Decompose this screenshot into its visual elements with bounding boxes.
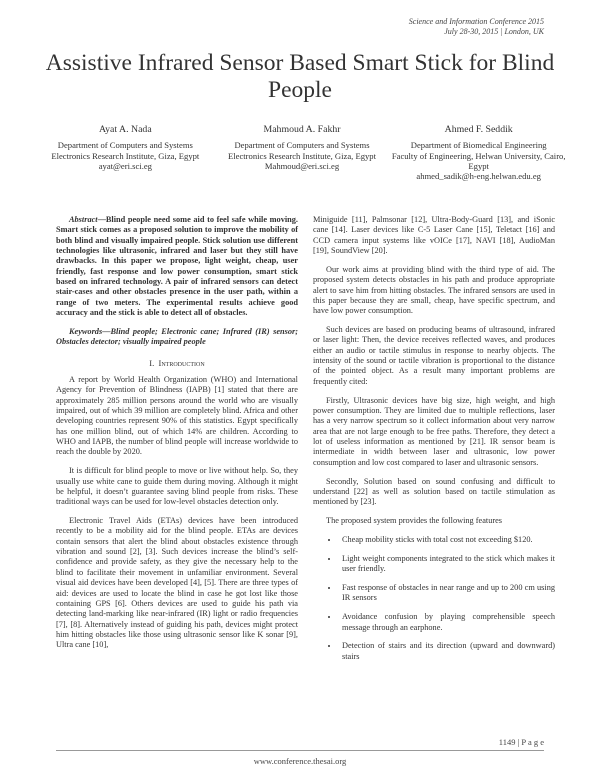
conference-date: July 28-30, 2015 | London, UK	[444, 26, 544, 36]
paragraph: Firstly, Ultrasonic devices have big size, high weight, and high power consumption. They are limited due to multiple reflections, laser has a very narrow spectrum so it collect information about very narrow area that are not large enough to be free paths. Therefore, they detect a lot of useless information as mentioned by [21]. IR sensor beam is intermediate in width between laser and ultrasonic, low power consumption and low cost compared to laser and ultrasonic sensors.	[313, 395, 555, 467]
author-1	[37, 125, 214, 181]
left-column	[56, 215, 298, 659]
list-item: • Cheap mobility sticks with total cost not exceeding $120.	[339, 535, 555, 545]
author-name: Mahmoud A. Fakhr	[263, 124, 341, 135]
list-item: • Light weight components integrated to the stick which makes it user friendly.	[339, 554, 555, 575]
page-number: 1149 | P a g e	[498, 737, 544, 747]
paragraph: A report by World Health Organization (WHO) and International Agency for Prevention of Blindness (IAPB) [1] stated that there are approximately 285 million persons around the world who are visually impaired, out of which 39 million are completely blind. Africa and other developing countries represent 90% of this statistics. Egypt specifically has one million blind, out of which 14% are children. According to WHO and IAPB, the number of blind people will increase worldwide to reach the double by 2020.	[56, 374, 298, 457]
list-item: • Avoidance confusion by playing comprehensible speech message through an earphone.	[339, 612, 555, 633]
list-item: • Fast response of obstacles in near range and up to 200 cm using IR sensors	[339, 583, 555, 604]
author-dept: Department of Biomedical Engineering	[410, 140, 547, 151]
section-title: Introduction	[158, 357, 205, 368]
author-block	[37, 125, 567, 181]
paragraph: Miniguide [11], Palmsonar [12], Ultra-Body-Guard [13], and iSonic cane [14]. Laser devices like C-5 Laser Cane [15], Teletact [16] and CCD camera input systems like vOICe [17], NAVI [18], AudioMan [19], SoundView [20].	[313, 215, 555, 256]
footer-divider	[56, 750, 544, 751]
abstract	[56, 215, 298, 318]
list-item: • Detection of stairs and its direction (upward and downward) stairs	[339, 641, 555, 662]
section-number: I.	[149, 357, 155, 368]
author-inst: Faculty of Engineering, Helwan University, Cairo, Egypt	[391, 150, 566, 171]
author-name: Ayat A. Nada	[98, 124, 152, 135]
paragraph: Electronic Travel Aids (ETAs) devices have been introduced recently to be a mobility aid for the blind people. ETAs are devices contain sensors that alert the blind about obstacles existence through vibration and sound [2], [3]. Such devices increase the blind’s self-confidence and provide safety, as they give the necessary help to the blind to facilitate their movement in unfamiliar environment. Several visual aid devices have been developed [4], [5]. There are three types of aid: devices are used to locate the blind in case he got lost like those containing GPS [6]. Others devices are used to guide his path via detecting land-marking like near-infrared (IR) light or radio frequencies [7], [8]. Alternatively instead of guiding his path, devices might protect him hitting obstacles like those using ultrasonic sensor like K sonar [9], Ultra cane [10],	[56, 516, 298, 650]
paper-title: Assistive Infrared Sensor Based Smart Stick for Blind People	[45, 50, 555, 103]
author-email: ayat@eri.sci.eg	[98, 160, 152, 171]
author-email: Mahmoud@eri.sci.eg	[264, 160, 340, 171]
author-2	[214, 125, 391, 181]
paragraph: Our work aims at providing blind with the third type of aid. The proposed system detects obstacles in his path and produce appropriate alert to save him from hitting obstacles. The infrared sensors are used in this paper because they are small, cheap, have specific spectrum, and have low power consumption.	[313, 264, 555, 316]
paragraph: Such devices are based on producing beams of ultrasound, infrared or laser light: Then, the device receives reflected waves, and produces either an audio or tactile stimulus in response to nearby objects. The intensity of the sound or tactile vibration is proportional to the distance of the pointed object. As a result many important problems are frequently cited:	[313, 325, 555, 386]
author-inst: Electronics Research Institute, Giza, Egypt	[51, 150, 200, 161]
author-dept: Department of Computers and Systems	[234, 140, 370, 151]
keywords-text: Keywords—Blind people; Electronic cane; Infrared (IR) sensor; Obstacles detector; visually impaired people	[56, 326, 298, 347]
author-dept: Department of Computers and Systems	[57, 140, 193, 151]
paragraph: Secondly, Solution based on sound confusing and difficult to understand [22] as well as solution based on tactile stimulation as mentioned by [23].	[313, 476, 555, 507]
author-name: Ahmed F. Seddik	[444, 124, 513, 135]
author-email: ahmed_sadik@h-eng.helwan.edu.eg	[416, 171, 541, 182]
author-inst: Electronics Research Institute, Giza, Egypt	[228, 150, 376, 161]
section-heading	[56, 358, 298, 368]
feature-list	[313, 535, 555, 662]
footer-url: www.conference.thesai.org	[253, 756, 347, 766]
abstract-label: Abstract	[69, 215, 98, 224]
right-column	[313, 215, 555, 671]
conference-name: Science and Information Conference 2015	[408, 17, 544, 26]
keywords	[56, 327, 298, 348]
author-3	[390, 125, 567, 181]
paragraph: It is difficult for blind people to move or live without help. So, they usually use white cane to guide them during moving. Although it might be helpful, it doesn’t guarantee saving blind people from risks. These traditional ways can be used for low-level obstacles detection only.	[56, 466, 298, 507]
running-header	[409, 17, 544, 36]
paragraph: The proposed system provides the following features	[326, 516, 503, 526]
abstract-text: —Blind people need some aid to feel safe while moving. Smart stick comes as a proposed solution to improve the mobility of both blind and visually impaired people. Stick solution use different technologies like ultrasonic, infrared and laser but they still have drawbacks. In this paper we propose, light weight, cheap, user friendly, fast response and low power consumption, smart stick based on infrared technology. A pair of infrared sensors can detect stair-cases and other obstacles presence in the user path, within a range of two meters. The experimental results achieve good accuracy and the stick is able to detect all of obstacles.	[56, 215, 298, 318]
